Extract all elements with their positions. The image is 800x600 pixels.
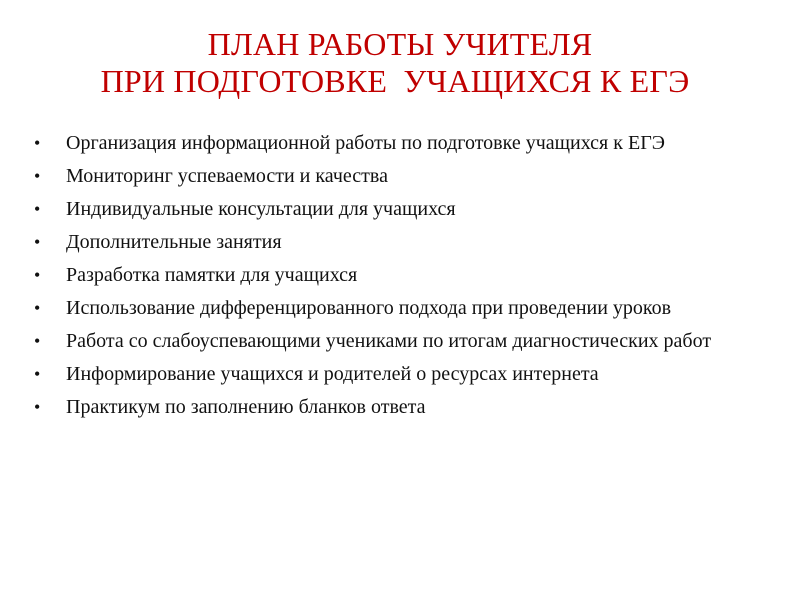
bullet-icon: •: [34, 232, 41, 252]
bullet-icon: •: [34, 397, 41, 417]
list-item-text: Индивидуальные консультации для учащихся: [66, 198, 456, 220]
list-item-text: Информирование учащихся и родителей о ресурсах интернета: [66, 363, 599, 385]
list-item-text: Работа со слабоуспевающими учениками по итогам диагностических работ: [66, 330, 712, 352]
list-item-text: Практикум по заполнению бланков ответа: [66, 396, 426, 418]
bullet-icon: •: [34, 331, 41, 351]
bullet-icon: •: [34, 298, 41, 318]
list-item: [34, 130, 754, 156]
list-item: [34, 328, 754, 354]
plan-bullet-list: [34, 130, 754, 427]
list-item-text: Мониторинг успеваемости и качества: [66, 165, 388, 187]
bullet-icon: •: [34, 265, 41, 285]
list-item-text: Дополнительные занятия: [66, 231, 282, 253]
list-item: [34, 394, 754, 420]
list-item-text: Организация информационной работы по подготовке учащихся к ЕГЭ: [66, 132, 665, 154]
list-item-text: Разработка памятки для учащихся: [66, 264, 358, 286]
slide-title-line-2: ПРИ ПОДГОТОВКЕ УЧАЩИХСЯ К ЕГЭ: [100, 63, 690, 99]
list-item-text: Использование дифференцированного подхода при проведении уроков: [66, 297, 672, 319]
list-item: [34, 262, 754, 288]
list-item: [34, 196, 754, 222]
bullet-icon: •: [34, 133, 41, 153]
list-item: [34, 295, 754, 321]
slide-title: [0, 26, 800, 100]
slide-title-line-1: ПЛАН РАБОТЫ УЧИТЕЛЯ: [207, 26, 593, 62]
list-item: [34, 361, 754, 387]
bullet-icon: •: [34, 364, 41, 384]
list-item: [34, 163, 754, 189]
list-item: [34, 229, 754, 255]
bullet-icon: •: [34, 166, 41, 186]
bullet-icon: •: [34, 199, 41, 219]
